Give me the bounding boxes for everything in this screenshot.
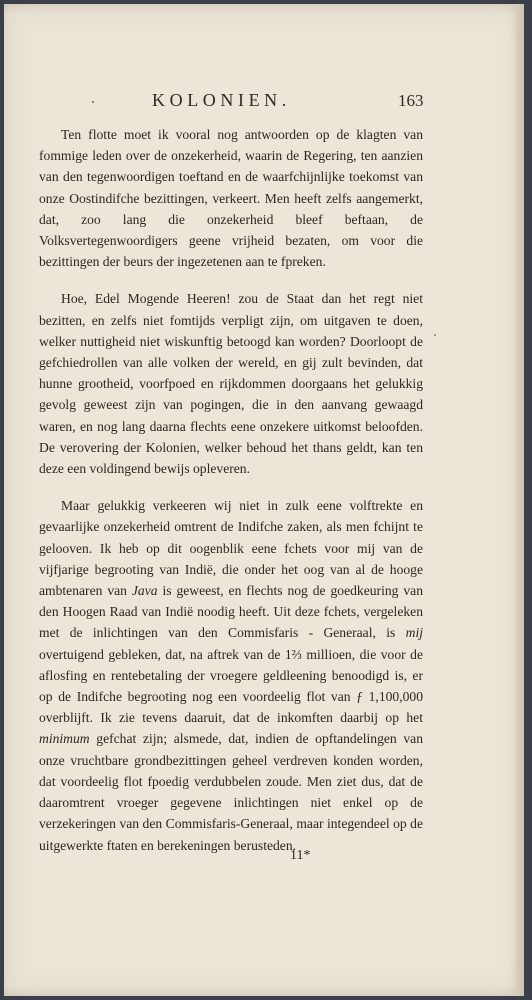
page-header (4, 90, 524, 114)
signature-mark: 11* (290, 848, 311, 863)
text-segment: overtuigend gebleken, dat, na aftrek van de 1⅔ millioen, die voor de aflosfing en rentebetaling der vroegere geldleening benoodigd is, er op de Indifche begrooting nog een voordeelig flot van ƒ 1,100,000 overblijft. Ik zie tevens daaruit, dat de inkomften daarbij op het (39, 646, 423, 726)
text-segment: Ten flotte moet ik vooral nog antwoorden op de klagten van fommige leden over de onzekerheid, waarin de Regering, ten aanzien van den tegenwoordigen toeftand en de waarfchijnlijke toekomst van onze Oostindifche bezittingen, verkeert. Men heeft zelfs aangemerkt, dat, zoo lang die onzekerheid bleef beftaan, de Volksvertegenwoordigers geene vrijheid bezaten, om voor die bezittingen der beurs der ingezetenen aan te fpreken. (39, 127, 423, 270)
page-number: 163 (398, 91, 424, 110)
ink-speck (434, 334, 436, 336)
paragraph (39, 124, 423, 272)
italic-text: minimum (39, 731, 90, 747)
paragraph (39, 288, 423, 479)
book-page (4, 4, 524, 996)
text-segment: is geweest, en flechts nog de goedkeuring van den Hoogen Raad van Indië noodig heeft. Uit deze fchets, vergeleken met de inlichtingen van den Commisfaris - Generaal, is (39, 583, 424, 641)
paragraph (39, 495, 423, 855)
text-segment: Hoe, Edel Mogende Heeren! zou de Staat dan het regt niet bezitten, en zelfs niet fomtijds verpligt zijn, om uitgaven te doen, welker nuttigheid niet wiskunftig betoogd kan worden? Doorloopt de gefchiedrollen van alle volken der wereld, en gij zult bevinden, dat hunne grootheid, voorfpoed en rijkdommen doorgaans het gelukkig gevolg geweest zijn van pogingen, die in den aanvang gewaagd waren, en nog lang daarna flechts eene onzekere uitkomst beloofden. De verovering der Kolonien, welker behoud het thans geldt, kan ten deze een voldingend bewijs opleveren. (39, 291, 423, 477)
page-edge (516, 4, 524, 996)
text-segment: gefchat zijn; alsmede, dat, indien de opftandelingen van onze vruchtbare grondbezittingen geheel verdreven konden worden, dat voordeelig flot fpoedig verdubbelen zoude. Men ziet dus, dat de daaromtrent vroeger gegevene inlichtingen niet enkel op de verzekeringen van den Commisfaris-Generaal, maar integendeel op de uitgewerkte ftaten en berekeningen berusteden. (39, 731, 423, 853)
body-text (39, 124, 423, 872)
text-segment: Maar gelukkig verkeeren wij niet in zulk eene volftrekte en gevaarlijke onzekerheid omtrent de Indifche zaken, als men fchijnt te gelooven. Ik heb op dit oogenblik eene fchets voor mij van de vijfjarige begrooting van Indië, die onder het oog van al de hooge ambtenaren van (39, 498, 423, 599)
running-head: KOLONIEN. (152, 90, 291, 110)
italic-text: mij (405, 625, 423, 641)
italic-text: Java (131, 583, 158, 599)
